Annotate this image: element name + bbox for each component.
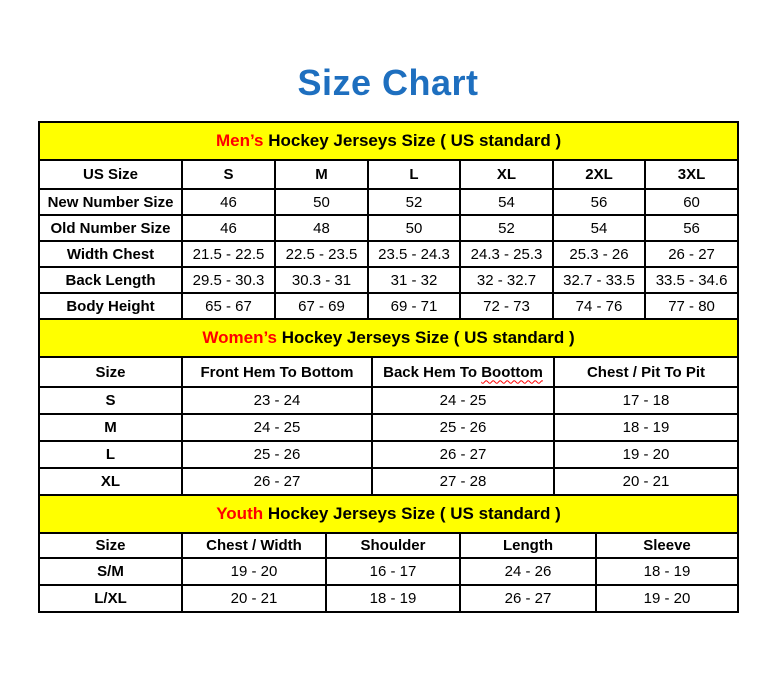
table-cell: 46 — [182, 189, 275, 215]
table-header-row — [39, 357, 738, 387]
table-cell: 52 — [368, 189, 460, 215]
column-header-text: Back Hem To — [383, 363, 482, 381]
table-cell: 25.3 - 26 — [553, 241, 645, 267]
table-cell: 69 - 71 — [368, 293, 460, 319]
table-cell: 19 - 20 — [554, 441, 738, 468]
table-cell: 18 - 19 — [596, 558, 738, 585]
banner-highlight: Women’s — [202, 328, 277, 347]
row-label: Back Length — [39, 267, 182, 293]
column-header: Sleeve — [596, 533, 738, 558]
table-cell: 24.3 - 25.3 — [460, 241, 553, 267]
table-cell: 60 — [645, 189, 738, 215]
column-header: US Size — [39, 160, 182, 189]
table-cell: 50 — [275, 189, 368, 215]
table-cell: 19 - 20 — [182, 558, 326, 585]
table-cell: 24 - 25 — [182, 414, 372, 441]
size-chart-tables — [38, 121, 737, 613]
row-label: M — [39, 414, 182, 441]
table-cell: 67 - 69 — [275, 293, 368, 319]
column-header: 2XL — [553, 160, 645, 189]
table-cell: 22.5 - 23.5 — [275, 241, 368, 267]
table-cell: 26 - 27 — [460, 585, 596, 612]
row-label: Old Number Size — [39, 215, 182, 241]
column-header: L — [368, 160, 460, 189]
womens-section-banner — [39, 319, 738, 357]
banner-highlight: Youth — [216, 504, 264, 523]
table-cell: 77 - 80 — [645, 293, 738, 319]
page-title: Size Chart — [297, 62, 479, 103]
table-row — [39, 558, 738, 585]
column-header: M — [275, 160, 368, 189]
row-label: L/XL — [39, 585, 182, 612]
youth-section-banner — [39, 495, 738, 533]
banner-rest: Hockey Jerseys Size ( US standard ) — [277, 328, 575, 347]
table-cell: 25 - 26 — [182, 441, 372, 468]
table-row — [39, 585, 738, 612]
table-cell: 54 — [460, 189, 553, 215]
table-cell: 19 - 20 — [596, 585, 738, 612]
table-cell: 72 - 73 — [460, 293, 553, 319]
table-cell: 26 - 27 — [182, 468, 372, 495]
table-cell: 23.5 - 24.3 — [368, 241, 460, 267]
table-row — [39, 319, 738, 357]
table-cell: 74 - 76 — [553, 293, 645, 319]
banner-rest: Hockey Jerseys Size ( US standard ) — [263, 131, 562, 150]
column-header: Shoulder — [326, 533, 460, 558]
table-cell: 46 — [182, 215, 275, 241]
table-cell: 26 - 27 — [372, 441, 554, 468]
table-row — [39, 189, 738, 215]
table-cell: 21.5 - 22.5 — [182, 241, 275, 267]
table-row — [39, 468, 738, 495]
table-row — [39, 241, 738, 267]
youth-size-table — [38, 494, 739, 613]
table-row — [39, 414, 738, 441]
table-cell: 30.3 - 31 — [275, 267, 368, 293]
row-label: S/M — [39, 558, 182, 585]
womens-size-table — [38, 318, 739, 496]
table-cell: 24 - 25 — [372, 387, 554, 414]
table-cell: 18 - 19 — [554, 414, 738, 441]
table-cell: 16 - 17 — [326, 558, 460, 585]
column-header: S — [182, 160, 275, 189]
table-cell: 52 — [460, 215, 553, 241]
table-row — [39, 495, 738, 533]
table-cell: 56 — [553, 189, 645, 215]
table-cell: 20 - 21 — [182, 585, 326, 612]
mens-section-banner — [39, 122, 738, 160]
table-cell: 29.5 - 30.3 — [182, 267, 275, 293]
column-header — [372, 357, 554, 387]
column-header: Chest / Width — [182, 533, 326, 558]
table-cell: 32 - 32.7 — [460, 267, 553, 293]
table-row — [39, 122, 738, 160]
table-cell: 65 - 67 — [182, 293, 275, 319]
column-header: Length — [460, 533, 596, 558]
banner-rest: Hockey Jerseys Size ( US standard ) — [263, 504, 561, 523]
table-header-row — [39, 533, 738, 558]
table-cell: 23 - 24 — [182, 387, 372, 414]
table-row — [39, 267, 738, 293]
table-cell: 20 - 21 — [554, 468, 738, 495]
table-cell: 50 — [368, 215, 460, 241]
table-cell: 31 - 32 — [368, 267, 460, 293]
banner-highlight: Men’s — [215, 131, 264, 150]
table-cell: 48 — [275, 215, 368, 241]
column-header: Size — [39, 533, 182, 558]
table-cell: 18 - 19 — [326, 585, 460, 612]
row-label: Width Chest — [39, 241, 182, 267]
row-label: XL — [39, 468, 182, 495]
table-cell: 25 - 26 — [372, 414, 554, 441]
table-cell: 26 - 27 — [645, 241, 738, 267]
table-row — [39, 387, 738, 414]
table-row — [39, 441, 738, 468]
mens-size-table — [38, 121, 739, 320]
table-cell: 33.5 - 34.6 — [645, 267, 738, 293]
table-cell: 32.7 - 33.5 — [553, 267, 645, 293]
row-label: S — [39, 387, 182, 414]
table-cell: 54 — [553, 215, 645, 241]
table-row — [39, 293, 738, 319]
table-cell: 56 — [645, 215, 738, 241]
column-header: Chest / Pit To Pit — [554, 357, 738, 387]
column-header: Front Hem To Bottom — [182, 357, 372, 387]
row-label: New Number Size — [39, 189, 182, 215]
table-cell: 24 - 26 — [460, 558, 596, 585]
column-header: Size — [39, 357, 182, 387]
row-label: L — [39, 441, 182, 468]
misspelled-word: Boottom — [481, 363, 543, 381]
table-header-row — [39, 160, 738, 189]
column-header: 3XL — [645, 160, 738, 189]
row-label: Body Height — [39, 293, 182, 319]
column-header: XL — [460, 160, 553, 189]
table-cell: 27 - 28 — [372, 468, 554, 495]
table-cell: 17 - 18 — [554, 387, 738, 414]
table-row — [39, 215, 738, 241]
